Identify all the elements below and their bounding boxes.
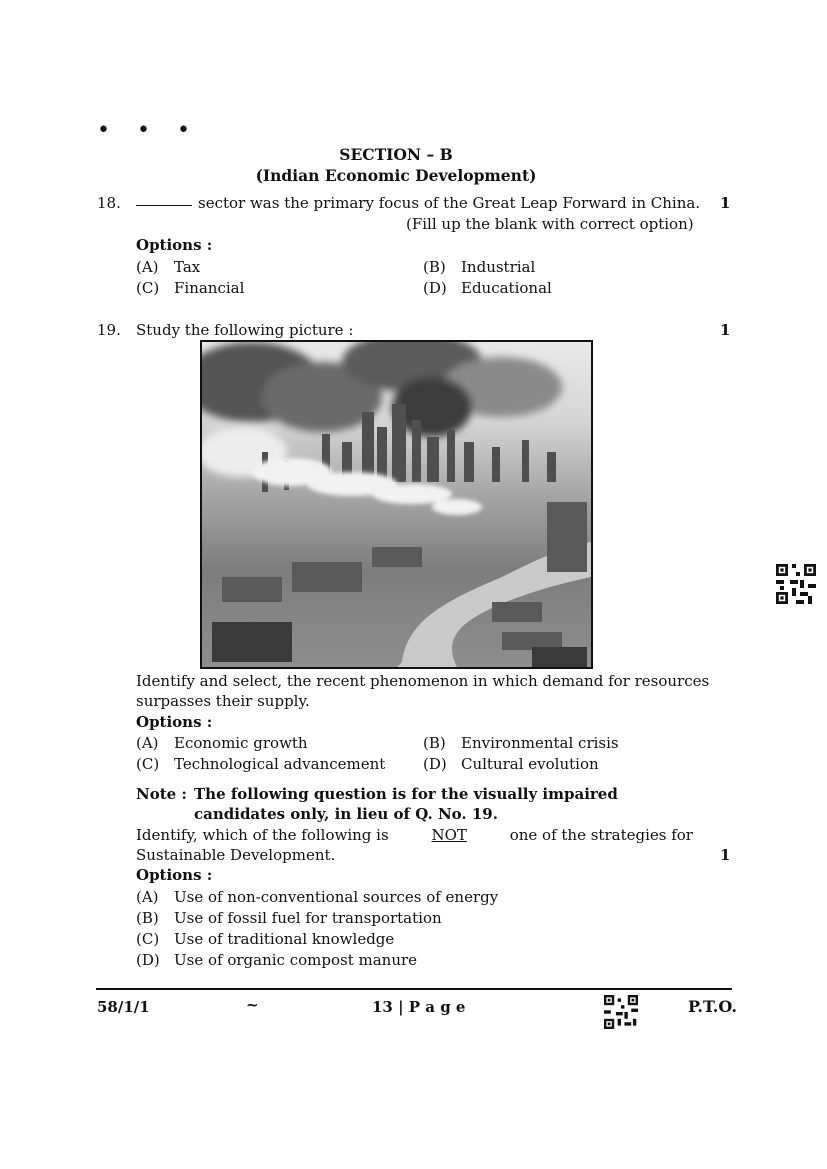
q18-text-line (136, 194, 700, 212)
q19-text: Study the following picture : (136, 321, 354, 339)
q19-option-c: (C) Technological advancement (136, 755, 386, 773)
q19-option-a: (A) Economic growth (136, 734, 308, 752)
header-dots: • • • (97, 118, 200, 143)
q18-option-b: (B) Industrial (423, 258, 536, 276)
q19-option-d: (D) Cultural evolution (423, 755, 599, 773)
q19-prompt-line2: surpasses their supply. (136, 692, 310, 710)
note-marks: 1 (720, 846, 731, 864)
note-option-a: (A) Use of non-conventional sources of energy (136, 888, 499, 906)
q19-options-label: Options : (136, 713, 213, 731)
note-line1: The following question is for the visually impaired (194, 785, 618, 803)
q19-option-b: (B) Environmental crisis (423, 734, 619, 752)
q19-number: 19. (97, 321, 121, 339)
q18-option-a: (A) Tax (136, 258, 201, 276)
footer-qr-code-icon (604, 995, 638, 1029)
qr-code-icon (776, 564, 816, 604)
polluted-city-image (200, 340, 593, 669)
polluted-city-illustration (202, 342, 591, 667)
footer-page-number: 13 | P a g e (372, 998, 466, 1016)
q18-option-d: (D) Educational (423, 279, 552, 297)
note-line2: candidates only, in lieu of Q. No. 19. (194, 805, 498, 823)
section-subtitle: (Indian Economic Development) (255, 166, 537, 185)
footer-tilde: ~ (246, 996, 259, 1014)
q18-blank (136, 205, 192, 206)
note-option-d: (D) Use of organic compost manure (136, 951, 418, 969)
q18-instruction: (Fill up the blank with correct option) (406, 215, 694, 233)
note-option-c: (C) Use of traditional knowledge (136, 930, 395, 948)
q19-marks: 1 (720, 321, 731, 339)
not-emphasis: NOT (431, 826, 467, 844)
q18-number: 18. (97, 194, 121, 212)
q18-text: sector was the primary focus of the Great Leap Forward in China. (198, 194, 701, 212)
footer-pto: P.T.O. (688, 997, 737, 1016)
note-option-b: (B) Use of fossil fuel for transportation (136, 909, 442, 927)
note-options-label: Options : (136, 866, 213, 884)
note-question-line2: Sustainable Development. (136, 846, 336, 864)
q18-options-label: Options : (136, 236, 213, 254)
note-question-line1: Identify, which of the following is NOT one of the strategies for (136, 826, 693, 844)
q19-prompt-line1: Identify and select, the recent phenomenon in which demand for resources (136, 672, 710, 690)
note-label: Note : (136, 785, 187, 803)
footer-divider (96, 988, 732, 990)
q18-option-c: (C) Financial (136, 279, 245, 297)
q18-marks: 1 (720, 194, 731, 212)
footer-paper-code: 58/1/1 (97, 998, 150, 1016)
section-title: SECTION – B (339, 145, 453, 164)
